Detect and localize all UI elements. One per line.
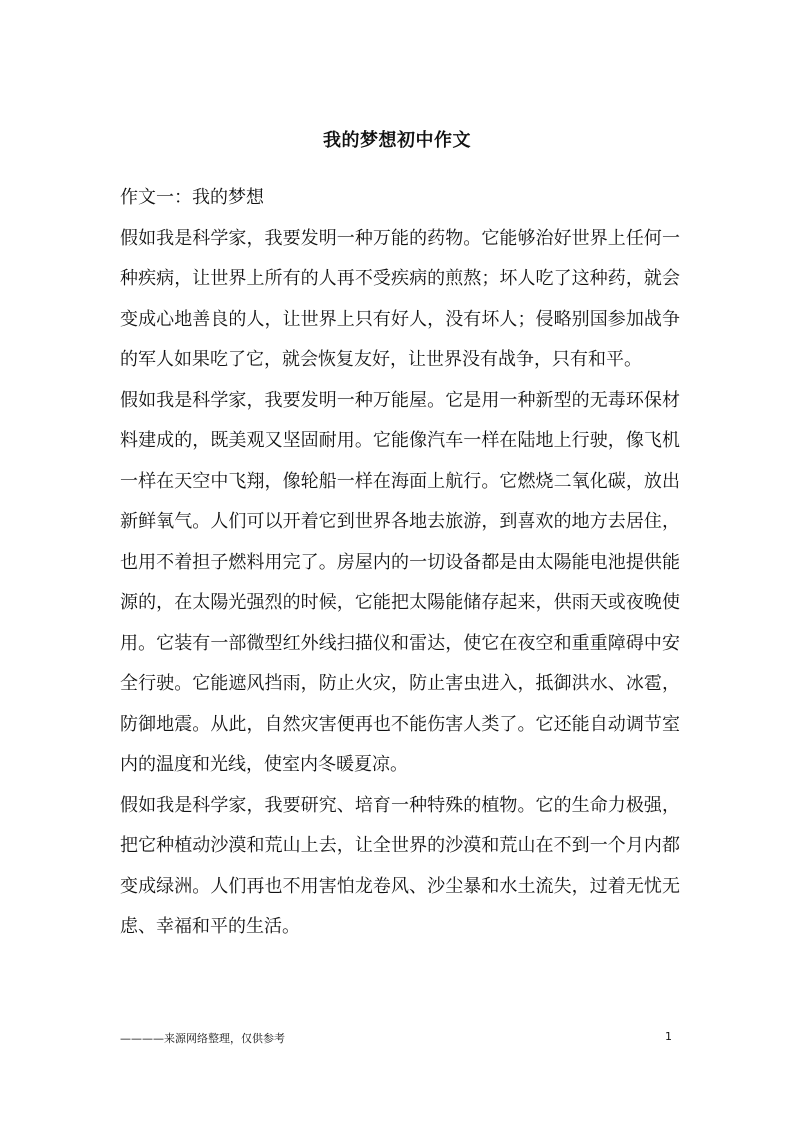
section-heading: 作文一：我的梦想 [120,187,264,208]
footer-note: ————来源网络整理，仅供参考 [120,1032,285,1045]
document-body [120,178,680,948]
page-footer [120,1030,680,1046]
paragraph-3: 假如我是科学家，我要研究、培育一种特殊的植物。它的生命力极强，把它种植动沙漠和荒山上去，让全世界的沙漠和荒山在不到一个月内都变成绿洲。人们再也不用害怕龙卷风、沙尘暴和水土流失，过着无忧无虑、幸福和平的生活。 [120,794,680,937]
page-title: 我的梦想初中作文 [323,130,471,151]
paragraph-1: 假如我是科学家，我要发明一种万能的药物。它能够治好世界上任何一种疾病，让世界上所有的人再不受疾病的煎熬；坏人吃了这种药，就会变成心地善良的人，让世界上只有好人，没有坏人；侵略别国参加战争的军人如果吃了它，就会恢复友好，让世界没有战争，只有和平。 [120,227,680,370]
paragraph-2: 假如我是科学家，我要发明一种万能屋。它是用一种新型的无毒环保材料建成的，既美观又坚固耐用。它能像汽车一样在陆地上行驶，像飞机一样在天空中飞翔，像轮船一样在海面上航行。它燃烧二氧化碳，放出新鲜氧气。人们可以开着它到世界各地去旅游，到喜欢的地方去居住，也用不着担子燃料用完了。房屋内的一切设备都是由太陽能电池提供能源的，在太陽光强烈的时候，它能把太陽能储存起来，供雨天或夜晚使用。它装有一部微型红外线扫描仪和雷达，使它在夜空和重重障碍中安全行驶。它能遮风挡雨，防止火灾，防止害虫进入，抵御洪水、冰雹，防御地震。从此，自然灾害便再也不能伤害人类了。它还能自动调节室内的温度和光线，使室内冬暖夏凉。 [120,389,680,775]
page-number: 1 [665,1030,672,1043]
